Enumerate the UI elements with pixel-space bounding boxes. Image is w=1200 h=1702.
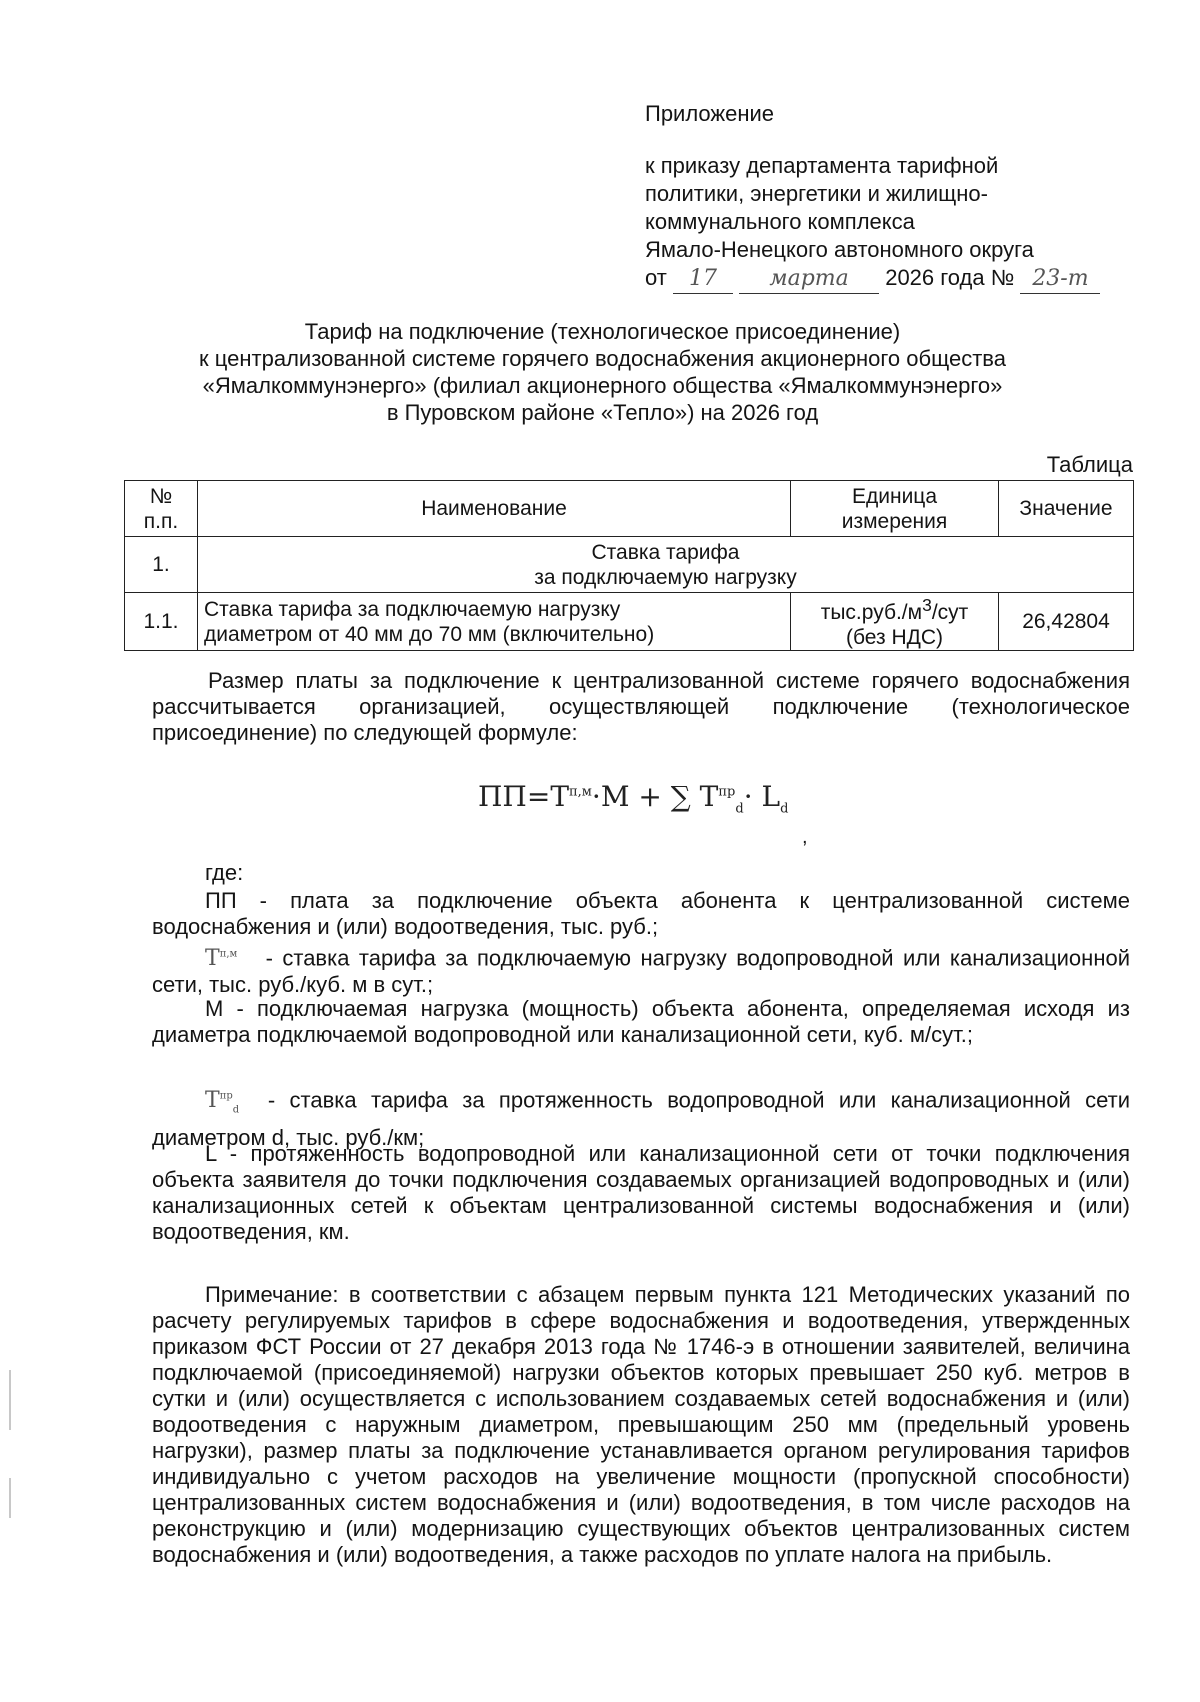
header-num: № п.п. [125, 481, 198, 537]
appendix-line: политики, энергетики и жилищно- [645, 181, 988, 206]
group-text-line: Ставка тарифа [591, 540, 740, 564]
group-cell [198, 537, 1134, 593]
formula-t2-sub: d [735, 801, 744, 817]
formula-trailing-comma: , [802, 826, 808, 848]
title-line: Тариф на подключение (технологическое присоединение) [304, 319, 901, 344]
row-value: 26,42804 [999, 593, 1134, 651]
tpm-symbol [205, 946, 237, 971]
appendix-date-line [645, 264, 1165, 294]
formula-eq: = [526, 780, 551, 813]
handwritten-order-number: 23-т [1020, 265, 1100, 294]
tpr-symbol-letter: Т [205, 1088, 220, 1114]
definition-pp: ПП - плата за подключение объекта абонента к централизованной системе водоснабжения и (или) водоотведения, тыс. руб.; [152, 888, 1130, 939]
tpr-text: - ставка тарифа за протяженность водопроводной или канализационной сети диаметром d, тыс. руб./км; [152, 1087, 1130, 1150]
table-row [125, 537, 1134, 593]
definition-tpm [152, 942, 1130, 998]
tpr-symbol-sub: d [232, 1104, 240, 1116]
date-prefix: от [645, 265, 667, 290]
tpm-text: - ставка тарифа за подключаемую нагрузку водопроводной или канализационной сети, тыс. руб./куб. м в сут.; [152, 945, 1130, 998]
formula-t1-sup: п,м [569, 784, 592, 800]
note-paragraph: Примечание: в соответствии с абзацем первым пункта 121 Методических указаний по расчету регулируемых тарифов в сфере водоснабжения и водоотведения, утвержденных приказом ФСТ России от 27 декабря 2013 года № 1746-э в отношении заявителей, величина подключаемой (присоединяемой) нагрузки объектов которых превышает 250 куб. метров в сутки и (или) осуществляется с использованием создаваемых сетей водоснабжения и (или) водоотведения с наружным диаметром, превышающим 250 мм (предельный уровень нагрузки), размер платы за подключение устанавливается органом регулирования тарифов индивидуально с учетом расходов на увеличение мощности (пропускной способности) централизованных систем водоснабжения и (или) водоотведения, в том числе расходов на реконструкцию и (или) модернизацию существующих объектов централизованных систем водоснабжения и (или) водоотведения, а также расходов по уплате налога на прибыль. [152, 1282, 1130, 1567]
group-text-line: за подключаемую нагрузку [534, 565, 797, 589]
title-line: в Пуровском районе «Тепло») на 2026 год [386, 400, 819, 425]
formula-mult1: ·М + [591, 780, 662, 813]
header-name: Наименование [198, 481, 791, 537]
appendix-line: к приказу департамента тарифной [645, 153, 999, 178]
appendix-header [645, 100, 1165, 294]
formula-l-sub: d [780, 801, 789, 817]
row-num: 1. [125, 537, 198, 593]
intro-paragraph: Размер платы за подключение к централизованной системе горячего водоснабжения рассчитывается организацией, осуществляющей подключение (технологическое присоединение) по следующей формуле: [152, 668, 1130, 745]
date-year-text: 2026 года № [885, 265, 1015, 290]
unit-sup: 3 [922, 595, 932, 615]
row-num: 1.1. [125, 593, 198, 651]
formula-t1: Т [550, 780, 569, 813]
unit-text: тыс.руб./м [820, 601, 923, 624]
tariff-table [124, 480, 1134, 651]
title-line: к централизованной системе горячего водоснабжения акционерного общества [199, 346, 1006, 371]
tpm-symbol-letter: Т [205, 946, 220, 972]
table-header-row [125, 481, 1134, 537]
tpm-symbol-sup: п,м [219, 949, 238, 960]
definition-l: L - протяженность водопроводной или канализационной сети от точки подключения объекта заявителя до точки подключения создаваемых организацией водопроводных и (или) канализационных сетей к объектам централизованной системы водоснабжения и (или) водоотведения, км. [152, 1141, 1130, 1244]
row-unit-line: (без НДС) [845, 626, 943, 649]
handwritten-day: 17 [673, 265, 733, 294]
header-value: Значение [999, 481, 1134, 537]
formula-mult2: · L [743, 780, 781, 813]
document-title [130, 318, 1075, 426]
tpr-symbol-sup: пр [219, 1091, 233, 1102]
header-unit: Единица измерения [791, 481, 999, 537]
formula [478, 780, 788, 817]
table-row [125, 593, 1134, 651]
scan-artifact [9, 1370, 11, 1430]
scan-artifact [9, 1478, 11, 1518]
formula-sum: ∑ [670, 780, 691, 813]
definition-m: М - подключаемая нагрузка (мощность) объекта абонента, определяемая исходя из диаметра подключаемой водопроводной или канализационной сети, куб. м/сут.; [152, 996, 1130, 1047]
where-label: где: [205, 860, 244, 885]
formula-lhs: ПП [478, 780, 527, 813]
formula-t2-sup: пр [718, 784, 736, 800]
tpr-symbol [205, 1088, 240, 1116]
appendix-title: Приложение [645, 101, 775, 126]
formula-t2: Т [699, 780, 719, 813]
handwritten-month: марта [739, 265, 879, 294]
row-name [198, 593, 791, 651]
unit-text: /сут [931, 601, 969, 624]
title-line: «Ямалкоммунэнерго» (филиал акционерного общества «Ямалкоммунэнерго» [202, 373, 1003, 398]
table-label: Таблица [1046, 452, 1133, 477]
appendix-line: Ямало-Ненецкого автономного округа [645, 237, 1034, 262]
row-unit [791, 593, 999, 651]
row-unit-line [797, 593, 992, 625]
appendix-line: коммунального комплекса [645, 209, 915, 234]
row-name-line: диаметром от 40 мм до 70 мм (включительно) [204, 622, 655, 646]
row-name-line: Ставка тарифа за подключаемую нагрузку [204, 597, 621, 621]
